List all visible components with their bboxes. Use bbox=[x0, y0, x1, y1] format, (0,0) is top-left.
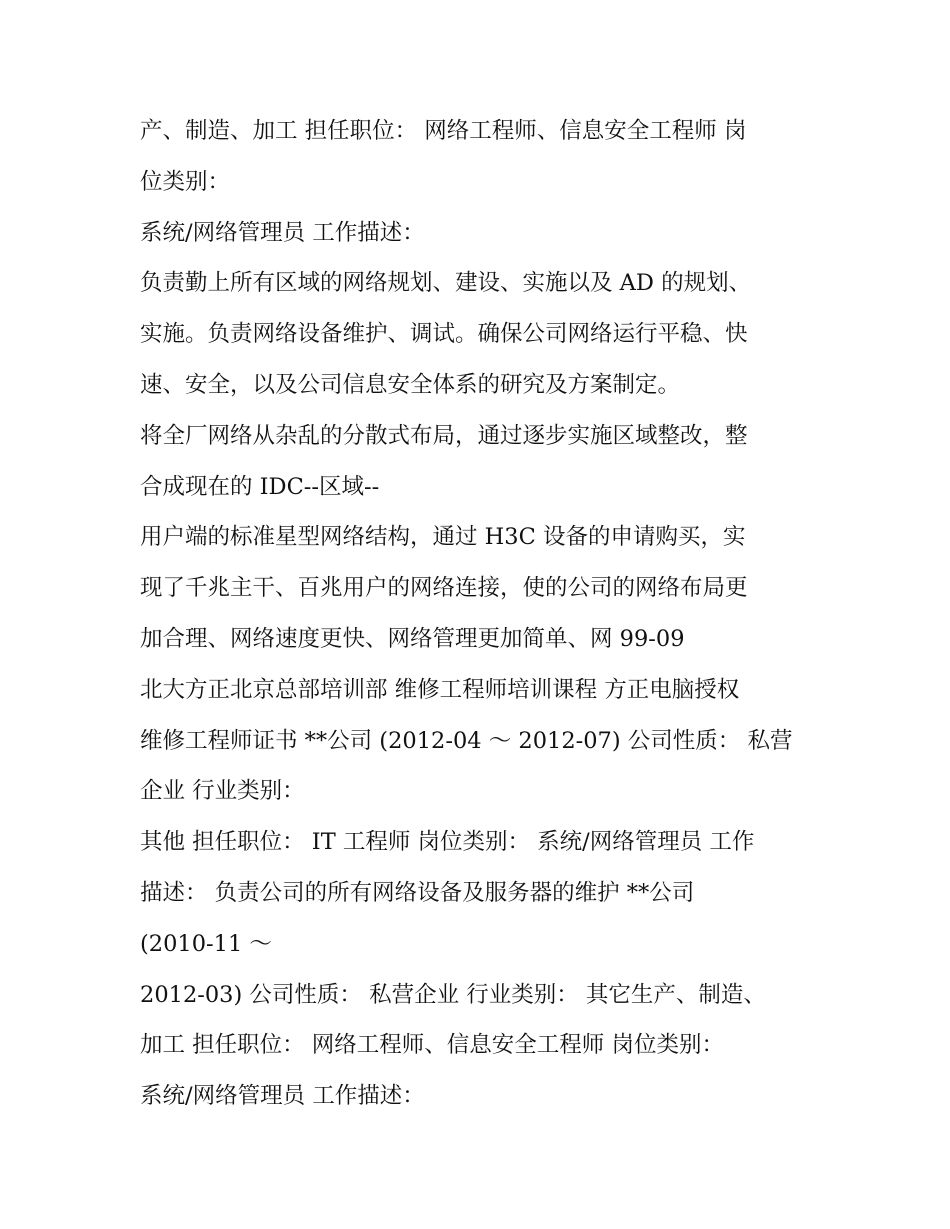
text-line: 负责勤上所有区域的网络规划、建设、实施以及 AD 的规划、 bbox=[140, 270, 752, 297]
text-line: 产、制造、加工 担任职位： 网络工程师、信息安全工程师 岗 bbox=[140, 118, 747, 144]
text-line: 速、安全，以及公司信息安全体系的研究及方案制定。 bbox=[140, 371, 681, 398]
text-line: 加合理、网络速度更快、网络管理更加简单、网 99-09 bbox=[140, 625, 685, 652]
text-line: 加工 担任职位： 网络工程师、信息安全工程师 岗位类别： bbox=[140, 1032, 724, 1059]
text-line: 实施。负责网络设备维护、调试。确保公司网络运行平稳、快 bbox=[140, 321, 748, 348]
text-line: 将全厂网络从杂乱的分散式布局，通过逐步实施区域整改，整 bbox=[140, 422, 748, 449]
text-line: 系统/网络管理员 工作描述： bbox=[140, 219, 425, 246]
text-line: (2010-11 ～ bbox=[140, 930, 272, 957]
text-line: 2012-03) 公司性质： 私营企业 行业类别： 其它生产、制造、 bbox=[140, 981, 766, 1008]
text-line: 用户端的标准星型网络结构，通过 H3C 设备的申请购买，实 bbox=[140, 524, 746, 551]
text-line: 位类别： bbox=[140, 168, 231, 195]
resume-text-block bbox=[140, 106, 830, 1122]
text-line: 企业 行业类别： bbox=[140, 778, 305, 805]
text-line: 北大方正北京总部培训部 维修工程师培训课程 方正电脑授权 bbox=[140, 676, 740, 703]
text-line: 合成现在的 IDC--区域-- bbox=[140, 473, 380, 500]
text-line: 描述： 负责公司的所有网络设备及服务器的维护 **公司 bbox=[140, 879, 695, 906]
text-line: 现了千兆主干、百兆用户的网络连接，使的公司的网络布局更 bbox=[140, 575, 748, 602]
text-line: 其他 担任职位： IT 工程师 岗位类别： 系统/网络管理员 工作 bbox=[140, 829, 755, 856]
text-line: 系统/网络管理员 工作描述： bbox=[140, 1083, 425, 1110]
text-line: 维修工程师证书 **公司 (2012-04 ～ 2012-07) 公司性质： 私营 bbox=[140, 727, 793, 754]
